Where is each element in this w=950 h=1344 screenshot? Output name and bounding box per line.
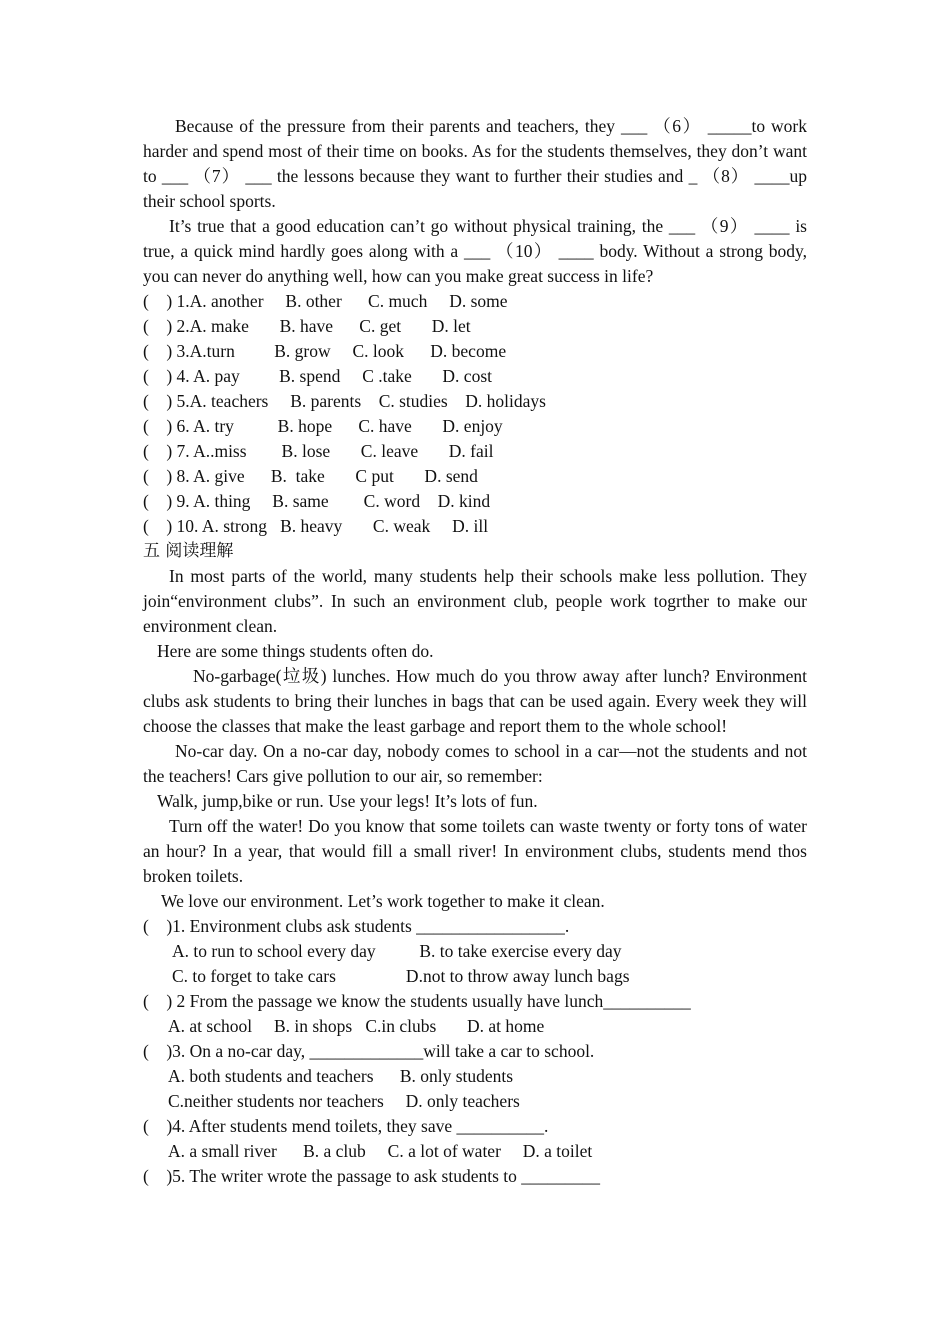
reading-question-5: ( )5. The writer wrote the passage to ask students to _________ (143, 1166, 601, 1186)
cloze-question-list (143, 289, 807, 539)
cloze-question-10: ( ) 10. A. strong B. heavy C. weak D. ill (143, 516, 489, 536)
cloze-paragraph-2: It’s true that a good education can’t go without physical training, the ___ （9） ____ is true, a quick mind hardly goes along with a ___ （10） ____ body. Without a strong body, you can never do anything well, how can you make great success in life? (143, 216, 807, 286)
section-heading: 五 阅读理解 (143, 541, 234, 561)
cloze-question-7: ( ) 7. A..miss B. lose C. leave D. fail (143, 441, 494, 461)
reading-question-1: ( )1. Environment clubs ask students _________________. (143, 916, 570, 936)
cloze-question-6: ( ) 6. A. try B. hope C. have D. enjoy (143, 416, 503, 436)
reading-question-3: ( )3. On a no-car day, _____________will take a car to school. (143, 1041, 595, 1061)
reading-paragraph-4: No-car day. On a no-car day, nobody comes to school in a car—not the students and not the teachers! Cars give pollution to our air, so remember: (143, 741, 807, 786)
reading-paragraph-5: Walk, jump,bike or run. Use your legs! It’s lots of fun. (157, 791, 538, 811)
reading-question-4-options: A. a small river B. a club C. a lot of water D. a toilet (168, 1141, 593, 1161)
reading-question-1-options-b: C. to forget to take cars D.not to throw away lunch bags (172, 966, 630, 986)
reading-paragraph-2: Here are some things students often do. (157, 641, 434, 661)
reading-paragraph-3: No-garbage(垃圾) lunches. How much do you throw away after lunch? Environment clubs ask students to bring their lunches in bags that can be used again. Every week they will choose the classes that make the least garbage and report them to the whole school! (143, 666, 807, 736)
cloze-question-3: ( ) 3.A.turn B. grow C. look D. become (143, 341, 507, 361)
cloze-question-5: ( ) 5.A. teachers B. parents C. studies D. holidays (143, 391, 546, 411)
cloze-question-4: ( ) 4. A. pay B. spend C .take D. cost (143, 366, 492, 386)
reading-question-2: ( ) 2 From the passage we know the students usually have lunch__________ (143, 991, 691, 1011)
reading-paragraph-1: In most parts of the world, many students help their schools make less pollution. They join“environment clubs”. In such an environment club, people work togrther to make our environment clean. (143, 566, 807, 636)
reading-question-3-options-b: C.neither students nor teachers D. only teachers (168, 1091, 520, 1111)
cloze-question-9: ( ) 9. A. thing B. same C. word D. kind (143, 491, 491, 511)
reading-question-2-options: A. at school B. in shops C.in clubs D. at home (168, 1016, 545, 1036)
reading-question-1-options-a: A. to run to school every day B. to take exercise every day (172, 941, 622, 961)
cloze-question-2: ( ) 2.A. make B. have C. get D. let (143, 316, 471, 336)
reading-paragraph-7: We love our environment. Let’s work together to make it clean. (161, 891, 605, 911)
reading-question-3-options-a: A. both students and teachers B. only students (168, 1066, 514, 1086)
reading-question-4: ( )4. After students mend toilets, they save __________. (143, 1116, 549, 1136)
reading-question-list (143, 914, 807, 1189)
reading-paragraph-6: Turn off the water! Do you know that some toilets can waste twenty or forty tons of water an hour? In a year, that would fill a small river! In environment clubs, students mend thos broken toilets. (143, 816, 807, 886)
worksheet-page (143, 114, 807, 1189)
cloze-question-8: ( ) 8. A. give B. take C put D. send (143, 466, 478, 486)
cloze-question-1: ( ) 1.A. another B. other C. much D. some (143, 291, 508, 311)
cloze-paragraph-1: Because of the pressure from their parents and teachers, they ___ （6） _____to work harder and spend most of their time on books. As for the students themselves, they don’t want to ___ （7） ___ the lessons because they want to further their studies and _ （8） ____up their school sports. (143, 116, 807, 211)
